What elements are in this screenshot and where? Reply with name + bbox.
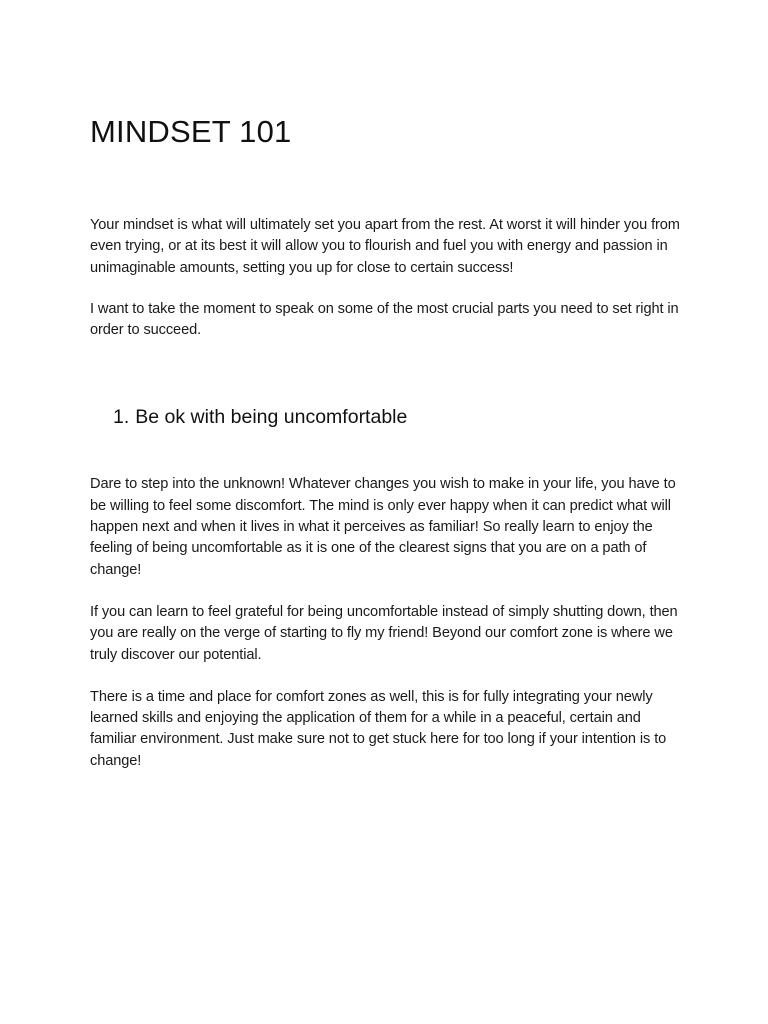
page-title: MINDSET 101 bbox=[90, 114, 292, 149]
section-number: 1. bbox=[113, 406, 130, 429]
section-heading-1 bbox=[90, 404, 680, 430]
section-1-paragraph-2: If you can learn to feel grateful for being uncomfortable instead of simply shutting down, then you are really on the verge of starting to fly my friend! Beyond our comfort zone is where we truly discover our potential. bbox=[90, 603, 678, 663]
intro-paragraph-2: I want to take the moment to speak on some of the most crucial parts you need to set right in order to succeed. bbox=[90, 300, 679, 339]
document-content bbox=[90, 112, 680, 772]
intro-paragraph-1: Your mindset is what will ultimately set you apart from the rest. At worst it will hinder you from even trying, or at its best it will allow you to flourish and fuel you with energy and passion in unimaginable amounts, setting you up for close to certain success! bbox=[90, 217, 680, 276]
section-1-paragraph-3: There is a time and place for comfort zones as well, this is for fully integrating your newly learned skills and enjoying the application of them for a while in a peaceful, certain and familiar environment. Just make sure not to get stuck here for too long if your intention is to change! bbox=[90, 688, 667, 769]
section-heading-text: Be ok with being uncomfortable bbox=[135, 406, 408, 429]
section-1-paragraph-1: Dare to step into the unknown! Whatever changes you wish to make in your life, you have to be willing to feel some discomfort. The mind is only ever happy when it can predict what will happen next and when it lives in what it perceives as familiar! So really learn to enjoy the feeling of being uncomfortable as it is one of the clearest signs that you are on a path of change! bbox=[90, 476, 676, 578]
